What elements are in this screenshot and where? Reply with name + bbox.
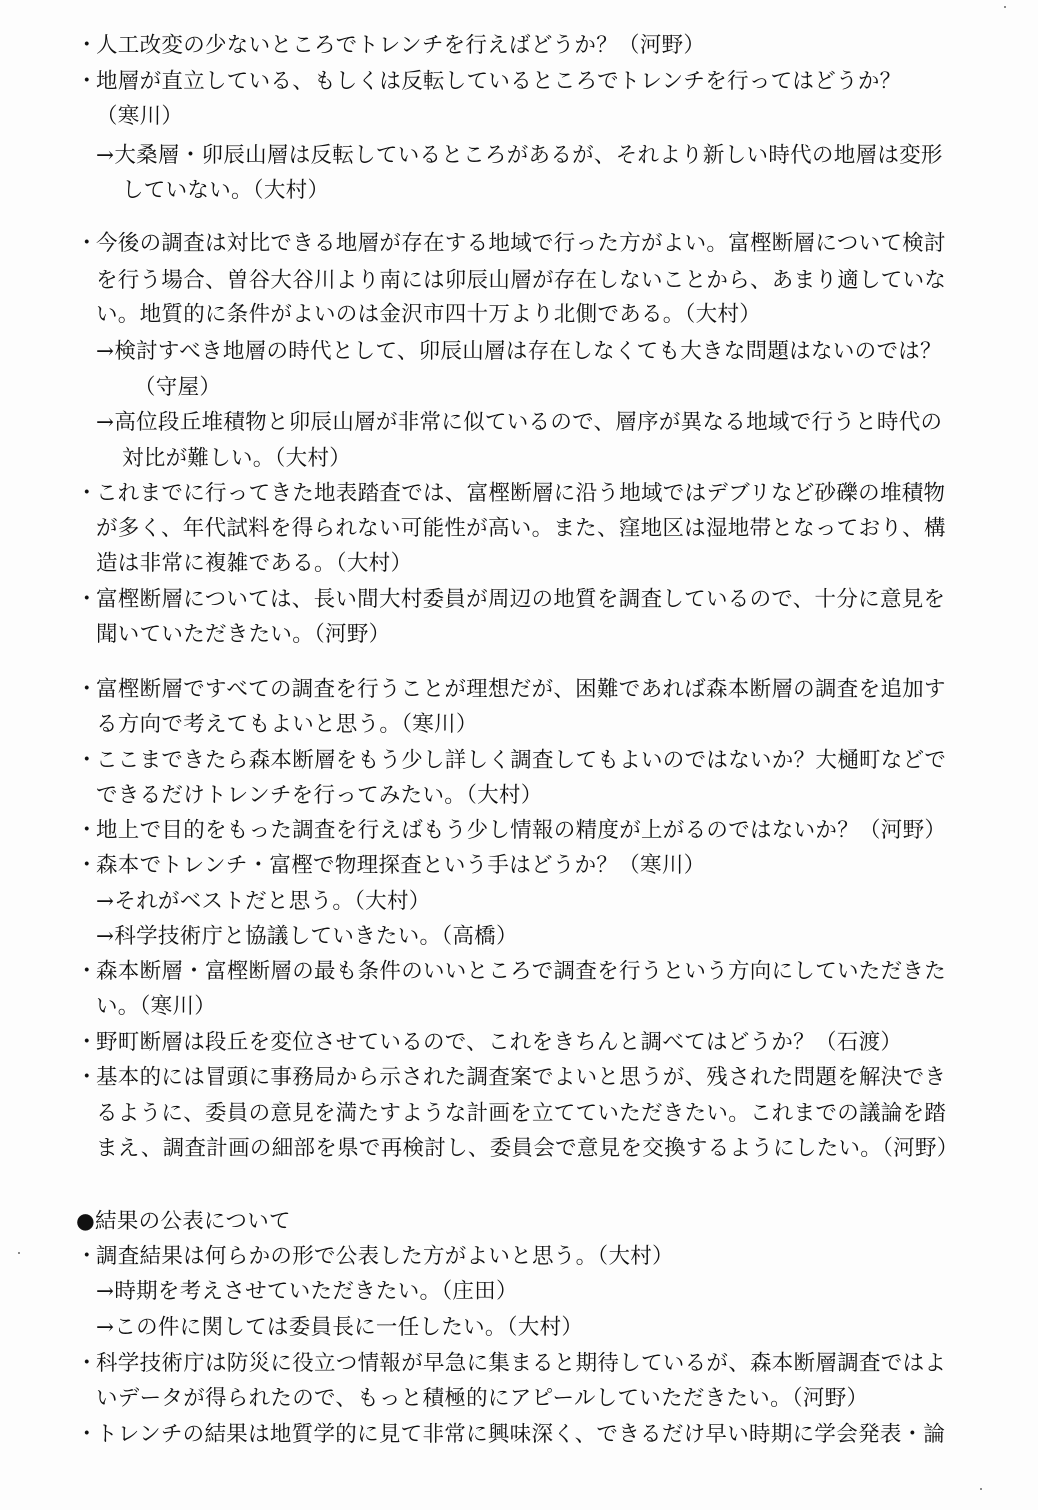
text-line bbox=[0, 1381, 1038, 1417]
line-text: いデータが得られたので、もっと積極的にアピールしていただきたい。（河野） bbox=[96, 1386, 869, 1411]
bullet-mark: ・ bbox=[76, 1422, 98, 1447]
line-text: 人工改変の少ないところでトレンチを行えばどうか？（河野） bbox=[96, 33, 706, 58]
text-line bbox=[0, 297, 1038, 333]
scan-speck bbox=[18, 1252, 20, 1254]
line-text: が多く、年代試料を得られない可能性が高い。また、窪地区は湿地帯となっており、構 bbox=[96, 516, 946, 541]
text-line bbox=[0, 707, 1038, 743]
text-line bbox=[0, 476, 1038, 512]
line-text: （寒川） bbox=[96, 104, 184, 129]
bullet-mark: ・ bbox=[76, 1351, 98, 1376]
line-text: 地層が直立している、もしくは反転しているところでトレンチを行ってはどうか？ bbox=[96, 69, 902, 94]
line-text: →大桑層・卯辰山層は反転しているところがあるが、それより新しい時代の地層は変形 bbox=[96, 143, 943, 168]
bullet-mark: ・ bbox=[76, 1030, 98, 1055]
text-line bbox=[0, 743, 1038, 779]
scan-speck bbox=[980, 1488, 982, 1490]
line-text: トレンチの結果は地質学的に見て非常に興味深く、できるだけ早い時期に学会発表・論 bbox=[96, 1422, 946, 1447]
line-text: →時期を考えさせていただきたい。（庄田） bbox=[96, 1279, 518, 1304]
text-line bbox=[0, 405, 1038, 441]
text-line bbox=[0, 263, 1038, 299]
text-line bbox=[0, 1096, 1038, 1132]
text-line bbox=[0, 848, 1038, 884]
bullet-mark: ・ bbox=[76, 1244, 98, 1269]
bullet-mark: ・ bbox=[76, 231, 98, 256]
line-text: 地上で目的をもった調査を行えばもう少し情報の精度が上がるのではないか？（河野） bbox=[96, 818, 947, 843]
text-line bbox=[0, 1131, 1038, 1167]
text-line bbox=[0, 813, 1038, 849]
line-text: 調査結果は何らかの形で公表した方がよいと思う。（大村） bbox=[96, 1244, 674, 1269]
text-line bbox=[0, 1239, 1038, 1275]
scan-speck bbox=[1004, 6, 1006, 8]
text-line bbox=[0, 582, 1038, 618]
line-text: まえ、調査計画の細部を県で再検討し、委員会で意見を交換するようにしたい。（河野） bbox=[96, 1136, 959, 1161]
text-line bbox=[0, 1417, 1038, 1453]
bullet-mark: ・ bbox=[76, 818, 98, 843]
line-text: （守屋） bbox=[134, 375, 222, 400]
line-text: →それがベストだと思う。（大村） bbox=[96, 889, 431, 914]
text-line bbox=[0, 226, 1038, 262]
line-text: 科学技術庁は防災に役立つ情報が早急に集まると期待しているが、森本断層調査ではよ bbox=[96, 1351, 947, 1376]
line-text: い。地質的に条件がよいのは金沢市四十万より北側である。（大村） bbox=[96, 302, 762, 327]
text-line bbox=[0, 334, 1038, 370]
line-text: これまでに行ってきた地表踏査では、富樫断層に沿う地域ではデブリなど砂礫の堆積物 bbox=[96, 481, 946, 506]
line-text: 富樫断層ですべての調査を行うことが理想だが、困難であれば森本断層の調査を追加す bbox=[96, 677, 946, 702]
line-text: できるだけトレンチを行ってみたい。（大村） bbox=[96, 783, 543, 808]
line-text: 森本断層・富樫断層の最も条件のいいところで調査を行うという方向にしていただきた bbox=[96, 959, 946, 984]
line-text: していない。（大村） bbox=[122, 178, 330, 203]
bullet-mark: ・ bbox=[76, 959, 98, 984]
line-text: る方向で考えてもよいと思う。（寒川） bbox=[96, 712, 478, 737]
text-line bbox=[0, 1310, 1038, 1346]
text-line bbox=[0, 99, 1038, 135]
line-text: 造は非常に複雑である。（大村） bbox=[96, 551, 413, 576]
text-line bbox=[0, 1274, 1038, 1310]
line-text: 森本でトレンチ・富樫で物理探査という手はどうか？（寒川） bbox=[96, 853, 706, 878]
line-text: を行う場合、曽谷大谷川より南には卯辰山層が存在しないことから、あまり適していな bbox=[96, 268, 947, 293]
line-text: 聞いていただきたい。（河野） bbox=[96, 622, 391, 647]
text-line bbox=[0, 672, 1038, 708]
section-heading-text: ●結果の公表について bbox=[76, 1209, 291, 1234]
line-text: 富樫断層については、長い間大村委員が周辺の地質を調査しているので、十分に意見を bbox=[96, 587, 946, 612]
text-line bbox=[0, 1346, 1038, 1382]
bullet-mark: ・ bbox=[76, 69, 98, 94]
line-text: ここまできたら森本断層をもう少し詳しく調査してもよいのではないか？大樋町などで bbox=[96, 748, 947, 773]
bullet-mark: ・ bbox=[76, 481, 98, 506]
text-line bbox=[0, 778, 1038, 814]
section-heading bbox=[0, 1204, 1038, 1240]
line-text: →科学技術庁と協議していきたい。（高橋） bbox=[96, 924, 518, 949]
text-line bbox=[0, 919, 1038, 955]
line-text: 野町断層は段丘を変位させているので、これをきちんと調べてはどうか？（石渡） bbox=[96, 1030, 903, 1055]
line-text: るように、委員の意見を満たすような計画を立てていただきたい。これまでの議論を踏 bbox=[96, 1101, 947, 1126]
text-line bbox=[0, 441, 1038, 477]
text-line bbox=[0, 1025, 1038, 1061]
line-text: 対比が難しい。（大村） bbox=[122, 446, 352, 471]
line-text: 今後の調査は対比できる地層が存在する地域で行った方がよい。富樫断層について検討 bbox=[96, 231, 946, 256]
line-text: い。（寒川） bbox=[96, 994, 217, 1019]
text-line bbox=[0, 511, 1038, 547]
line-text: →この件に関しては委員長に一任したい。（大村） bbox=[96, 1315, 584, 1340]
bullet-mark: ・ bbox=[76, 33, 98, 58]
bullet-mark: ・ bbox=[76, 677, 98, 702]
text-line bbox=[0, 546, 1038, 582]
text-line bbox=[0, 173, 1038, 209]
text-line bbox=[0, 1060, 1038, 1096]
text-line bbox=[0, 884, 1038, 920]
bullet-mark: ・ bbox=[76, 587, 98, 612]
line-text: →検討すべき地層の時代として、卯辰山層は存在しなくても大きな問題はないのでは？ bbox=[96, 339, 942, 364]
text-line bbox=[0, 617, 1038, 653]
bullet-mark: ・ bbox=[76, 853, 98, 878]
text-line bbox=[0, 28, 1038, 64]
text-line bbox=[0, 138, 1038, 174]
bullet-mark: ・ bbox=[76, 1065, 98, 1090]
text-line bbox=[0, 989, 1038, 1025]
bullet-mark: ・ bbox=[76, 748, 98, 773]
text-line bbox=[0, 370, 1038, 406]
text-line bbox=[0, 64, 1038, 100]
line-text: 基本的には冒頭に事務局から示された調査案でよいと思うが、残された問題を解決でき bbox=[96, 1065, 947, 1090]
line-text: →高位段丘堆積物と卯辰山層が非常に似ているので、層序が異なる地域で行うと時代の bbox=[96, 410, 943, 435]
text-line bbox=[0, 954, 1038, 990]
